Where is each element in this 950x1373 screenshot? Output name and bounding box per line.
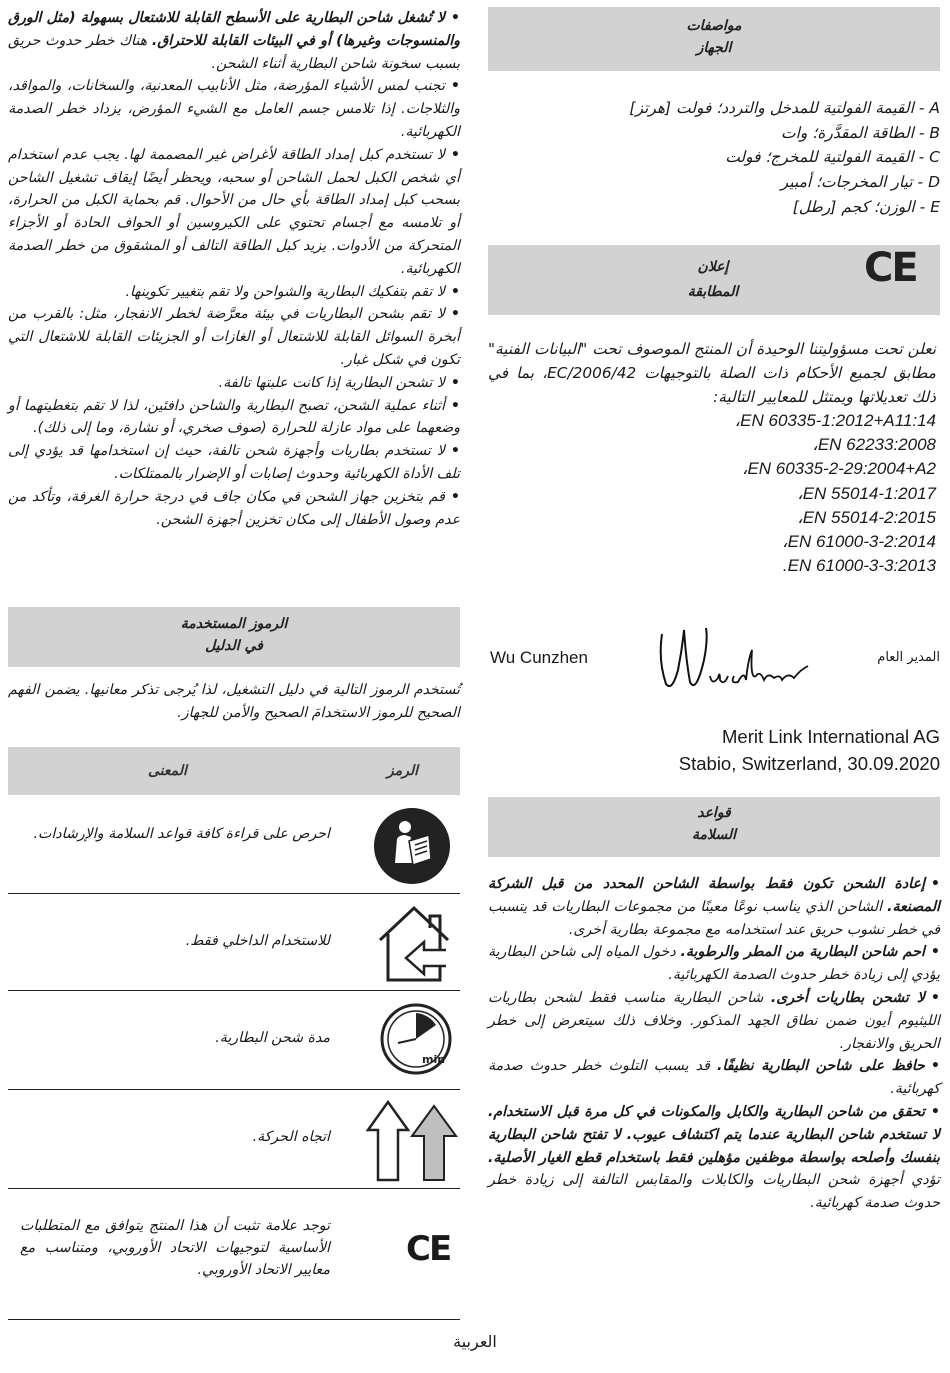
standard-item: EN 55014-2:2015، [797,507,936,527]
warnings-section [8,7,460,531]
spec-header-line1: مواصفات [686,18,742,34]
symbol-row [8,991,460,1090]
min-label: min [422,1053,446,1066]
warning-item: •لا تستخدم بطاريات وأجهزة شحن تالفة، حيث إن استخدامها قد يؤدي إلى تلف الأداة الكهربائية وحدوث إصابات أو الإضرار بالممتلكات. [8,443,460,482]
warning-item: •قم بتخزين جهاز الشحن في مكان جاف في درجة حرارة الغرفة، وتأكد من عدم وصول الأطفال إلى مكان تخزين أجهزة الشحن. [8,488,460,528]
standard-item: EN 55014-1:2017، [797,483,936,503]
charging-time-icon [378,999,454,1083]
company-block [679,723,940,777]
place-date: Stabio, Switzerland, 30.09.2020 [678,753,940,774]
safety-item: •حافظ على شاحن البطارية نظيفًا. قد يسبب التلوث خطر حدوث صدمة كهربائية. [488,1058,940,1098]
conformity-title [638,255,788,305]
safety-item: •احم شاحن البطارية من المطر والرطوبة. دخول المياه إلى شاحن البطارية يؤدي إلى زيادة خطر حدوث الصدمة الكهربائية. [488,944,940,984]
standard-item: EN 61000-3-3:2013. [782,556,936,576]
spec-item: A - القيمة الفولتية للمدخل والتردد؛ فولت [هرتز] [629,99,940,117]
declaration-text: نعلن تحت مسؤوليتنا الوحيدة أن المنتج الموصوف تحت "البيانات الفنية" مطابق لجميع الأحكام ذات الصلة بالتوجيهات 2006/42/EC، بما في ذلك تعديلاتها ويمتثل للمعايير التالية: [488,340,936,406]
conformity-header-line1: إعلان [697,259,729,275]
symbol-meaning: اتجاه الحركة. [252,1129,330,1145]
warning-item: •لا تُشغل شاحن البطارية على الأسطح القابلة للاشتعال بسهولة (مثل الورق والمنسوجات وغيرها) أو في البيئات القابلة للاحتراق. هناك خطر حدوث حريق بسبب سخونة شاحن البطارية أثناء الشحن. [8,10,460,72]
warning-item: •لا تشحن البطارية إذا كانت علبتها تالفة. [218,374,460,391]
spec-item: B - الطاقة المقدَّرة؛ وات [780,123,940,142]
safety-header [488,797,940,857]
safety-item: •لا تشحن بطاريات أخرى. شاحن البطارية مناسب فقط لشحن بطاريات الليثيوم أيون ضمن نطاق الجهد المذكور. وخلاف ذلك سيتعرض إلى خطر الحريق والانفجار. [488,989,940,1052]
safety-header-line2: السلامة [691,827,736,843]
signature-block [488,620,940,710]
warning-item: •لا تقم بتفكيك البطارية والشواحن ولا تقم بتغيير تكوينها. [125,283,460,300]
direction-arrows-icon [364,1098,460,1186]
symbols-header [8,607,460,667]
symbol-meaning: للاستخدام الداخلي فقط. [185,933,330,949]
symbols-header-line2: في الدليل [205,638,263,654]
col-symbol-header: الرمز [386,763,418,779]
specifications-header [488,7,940,71]
col-meaning-header: المعنى [148,763,187,779]
safety-header-line1: قواعد [697,805,731,821]
safety-item: •تحقق من شاحن البطارية والكابل والمكونات في كل مرة قبل الاستخدام. لا تستخدم شاحن البطارية عندما يتم اكتشاف عيوب. لا تفتح شاحن البطارية بنفسك وأصلحه بواسطة موظفين مؤهلين فقط باستخدام قطع الغيار الأصلية. تؤدي أجهزة شحن البطاريات والكابلات والمقابس التالفة إلى زيادة خطر حدوث صدمة كهربائية. [488,1103,940,1212]
indoor-use-icon [374,904,454,988]
symbol-row [8,894,460,991]
symbols-header-line1: الرموز المستخدمة [180,616,288,632]
standard-item: EN 60335-2-29:2004+A2، [741,459,936,479]
warning-item: •لا تستخدم كبل إمداد الطاقة لأغراض غير المصممة لها. يجب عدم استخدام أي شخص الكبل لحمل الشاحن أو سحبه، ويحظر أيضًا إيقاف تشغيل الشاحن بسحب كبل إمداد الطاقة بأي حال من الأحوال. قم بحماية الكبل من الحرارة، أو تلامسه مع أجسام تحتوي على الكيروسين أو الحواف الحادة أو الأجزاء المتحركة من الأدوات. يزيد كبل الطاقة التالف أو المشقوق من خطر الصدمة الكهربائية. [8,146,460,277]
standards-list [488,409,936,578]
symbols-table-header [8,747,460,795]
footer-language: العربية [453,1332,497,1351]
spec-header-line2: الجهاز [696,40,732,56]
symbol-meaning: توجد علامة تثبت أن هذا المنتج يتوافق مع المتطلبات الأساسية لتوجيهات الاتحاد الأوروبي، ومتناسب مع معايير الاتحاد الأوروبي. [20,1218,330,1278]
symbol-row [8,795,460,894]
standard-item: EN 61000-3-2:2014، [782,532,936,552]
spec-item: E - الوزن؛ كجم [رطل] [792,197,940,216]
conformity-header-line2: المطابقة [687,284,739,300]
conformity-declaration [488,337,936,578]
ce-mark-icon: CE [864,245,917,291]
safety-item: •إعادة الشحن تكون فقط بواسطة الشاحن المحدد من قبل الشركة المصنعة. الشاحن الذي يناسب نوعًا معينًا من مجموعات البطاريات قد يتسبب في خطر نشوب حريق عند استخدامه مع مجموعة بطارية أخرى. [488,876,940,938]
warning-item: •أثناء عملية الشحن، تصبح البطارية والشاحن دافئين، لذا لا تقم بتغطيتهما أو وضعهما على مواد عازلة للحرارة (صوف صخري، أو نشارة، وما إلى ذلك). [8,397,460,437]
signatory-name: Wu Cunzhen [490,648,588,667]
signature-image [648,620,828,700]
spec-item: D - تيار المخرجات؛ أمبير [780,173,940,192]
symbol-row [8,1090,460,1189]
read-manual-icon [373,807,451,889]
conformity-header [488,245,940,315]
spec-item: C - القيمة الفولتية للمخرج؛ فولت [725,148,940,167]
specifications-list [488,96,940,220]
standard-item: EN 60335-1:2012+A11:14، [734,411,936,430]
symbol-meaning: احرص على قراءة كافة قواعد السلامة والإرشادات. [33,826,330,842]
symbol-meaning: مدة شحن البطارية. [215,1030,330,1046]
standard-item: EN 62233:2008، [812,435,936,455]
symbol-row [8,1189,460,1320]
safety-section [488,873,940,1215]
warning-item: •لا تقم بشحن البطاريات في بيئة معرَّضة لخطر الانفجار، مثل: بالقرب من أبخرة السوائل القابلة للاشتعال أو الغازات أو الجزيئات القابلة للاشتعال التي تكون في شكل غبار. [8,306,460,368]
signatory-title: المدير العام [877,650,940,665]
ce-mark-icon: CE [406,1229,451,1269]
warning-item: •تجنب لمس الأشياء المؤرضة، مثل الأنابيب المعدنية، والسخانات، والمواقد، والثلاجات. إذا تلامس جسم العامل مع الشيء المؤرض، يزداد خطر الصدمة الكهربائية. [8,78,460,140]
company-name: Merit Link International AG [722,726,940,747]
symbols-table [8,747,460,1320]
symbols-intro: تُستخدم الرموز التالية في دليل التشغيل، لذا يُرجى تذكر معانيها. يضمن الفهم الصحيح للرموز الاستخدامَ الصحيح والأمن للجهاز. [8,682,460,721]
